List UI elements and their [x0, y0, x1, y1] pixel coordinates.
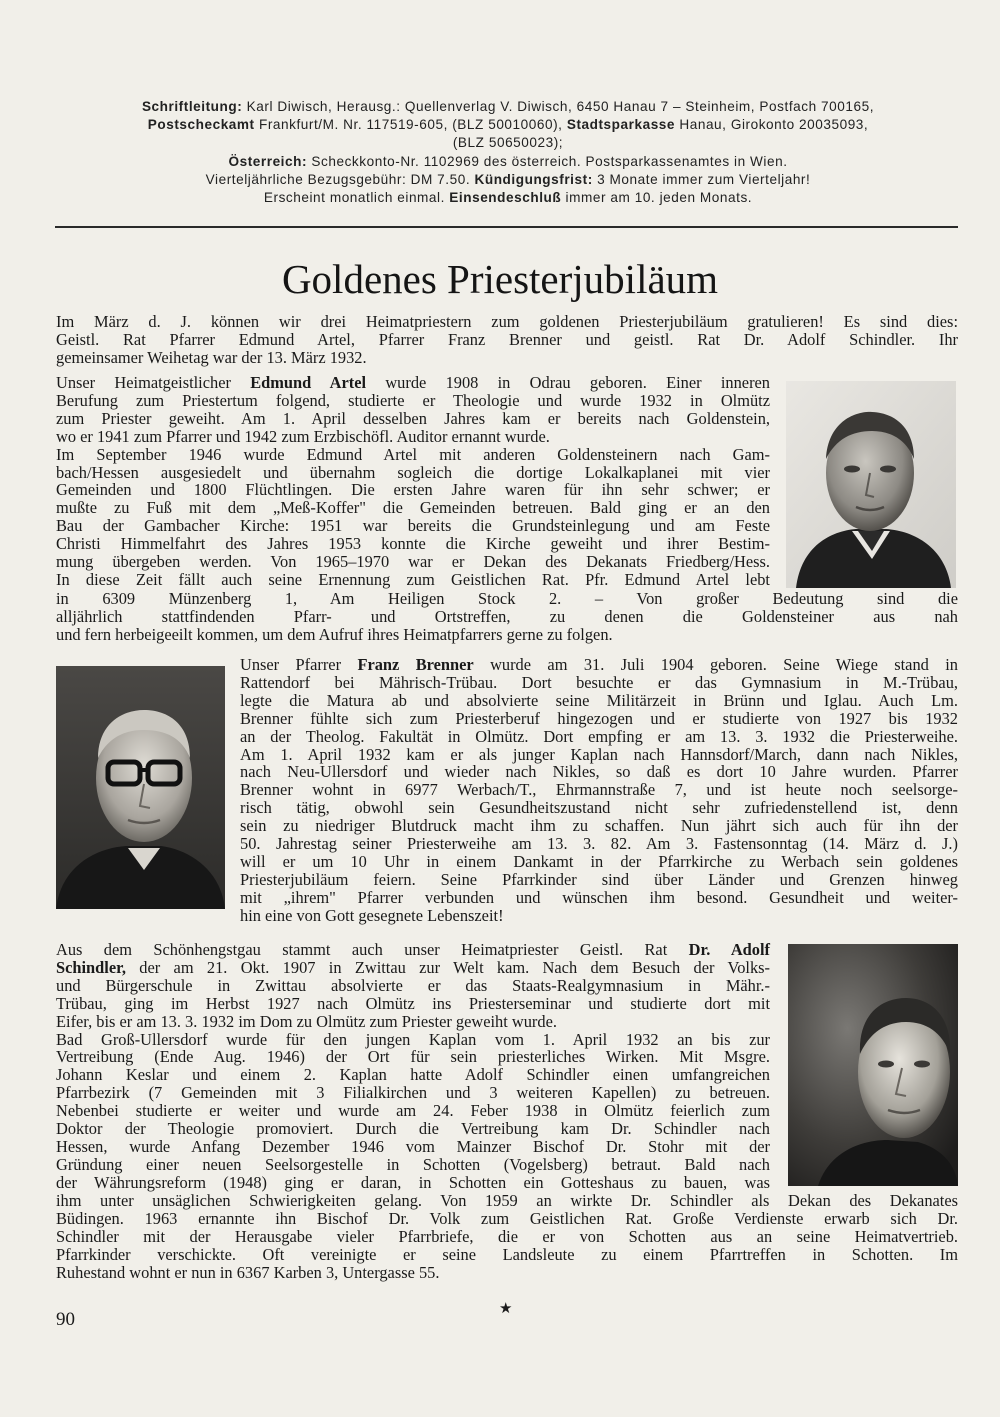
text-line: nach Neu-Ullersdorf und wieder nach Nikles, so daß es dort 10 Jahre wurden. Pfarrer	[240, 762, 958, 782]
intro-line: Im März d. J. können wir drei Heimatpriestern zum goldenen Priesterjubiläum gratulieren! Es sind dies:	[56, 312, 958, 331]
portrait-schindler-image	[788, 944, 958, 1186]
text-line: mußte zu Fuß mit dem „Meß-Koffer" die Gemeinden betreuen. Bald ging er an den	[56, 498, 770, 518]
text-line: Nebenbei studierte er weiter und wurde am 24. Feber 1938 in Olmütz feierlich zum	[56, 1101, 770, 1121]
text-line: mit „ihrem" Pfarrer verbunden und wünschen ihm besond. Gesundheit und weiter-	[240, 887, 958, 907]
text-line: Im September 1946 wurde Edmund Artel mit anderen Goldensteinern nach Gam-	[56, 444, 770, 464]
article-title: Goldenes Priesterjubiläum	[281, 256, 719, 302]
text-line: Ruhestand wohnt er nun in 6367 Karben 3, Untergasse 55.	[56, 1262, 440, 1282]
text-line: alljährlich stattfindenden Pfarr- und Ortstreffen, zu denen die Goldensteiner aus nah	[56, 606, 958, 626]
text-line: Vertreibung (Ende Aug. 1946) der Ort für sein priesterliches Wirken. Mit Msgre.	[56, 1047, 770, 1067]
person-name-schindler: Dr. Adolf	[688, 940, 770, 959]
person-name-artel: Edmund Artel	[250, 373, 367, 392]
text-line: In diese Zeit fällt auch seine Ernennung zum Geistlichen Rat. Pfr. Edmund Artel lebt	[56, 569, 770, 589]
text-line: mung übergeben werden. Von 1965–1970 war er Dekan des Dekanats Friedberg/Hess.	[56, 552, 770, 572]
text-line: und fern herbeigeeilt kommen, um dem Aufruf ihres Heimatpfarrers gerne zu folgen.	[56, 624, 613, 644]
end-ornament: ★	[499, 1299, 513, 1317]
intro-paragraph	[56, 313, 958, 367]
masthead-line-1: Schriftleitung: Karl Diwisch, Herausg.: Quellenverlag V. Diwisch, 6450 Hanau 7 – Steinheim, Postfach 700165,	[141, 99, 875, 114]
text-line: sein zu niedriger Blutdruck macht ihm zu schaffen. Nun jährt sich auch für ihn der	[240, 816, 958, 836]
text-line: Berufung zum Priestertum folgend, studierte er Theologie und wurde 1932 in Olmütz	[56, 390, 770, 410]
text-line: legte die Matura ab und absolvierte seine Militärzeit in Brünn und Iglau. Auch Lm.	[240, 690, 958, 710]
text-line: 50. Jahrestag seiner Priesterweihe am 13. 3. 82. Am 3. Fastensonntag (14. März d. J.)	[240, 834, 958, 854]
text-line: Eifer, bis er am 13. 3. 1932 im Dom zu Olmütz zum Priester geweiht wurde.	[56, 1011, 557, 1031]
intro-line: gemeinsamer Weihetag war der 13. März 1932.	[56, 347, 367, 367]
portrait-franz-brenner	[56, 666, 225, 909]
portrait-brenner-image	[56, 666, 225, 909]
text-line: Hessen, wurde Anfang Dezember 1946 vom Mainzer Bischof Dr. Stohr mit der	[56, 1136, 770, 1156]
text-line: Schindler, der am 21. Okt. 1907 in Zwittau zur Welt kam. Nach dem Besuch der Volks-	[56, 957, 770, 977]
text-line: in 6309 Münzenberg 1, Am Heiligen Stock 2. – Von großer Bedeutung sind die	[56, 589, 958, 608]
text-line: ihm unter unsäglichen Schwierigkeiten gelang. Von 1959 an wirkte Dr. Schindler als Dekan des Dekanates	[56, 1191, 958, 1210]
intro-line: Geistl. Rat Pfarrer Edmund Artel, Pfarrer Franz Brenner und geistl. Rat Dr. Adolf Schindler. Ihr	[56, 329, 958, 349]
text-line: Trübau, ging im Herbst 1927 nach Olmütz ins Priesterseminar und studierte dort mit	[56, 993, 770, 1013]
masthead-line-4: Österreich: Scheckkonto-Nr. 1102969 des österreich. Postsparkassenamtes in Wien.	[228, 153, 788, 169]
masthead	[60, 98, 956, 207]
text-line: Rattendorf bei Mährisch-Trübau. Dort besuchte er das Gymnasium in M.-Trübau,	[240, 672, 958, 692]
text-line: Christi Himmelfahrt des Jahres 1953 konnte die Kirche geweiht und ihrer Bestim-	[56, 534, 770, 554]
portrait-edmund-artel	[786, 381, 956, 588]
text-line: Doktor der Theologie promoviert. Durch die Vertreibung kam Dr. Schindler nach	[56, 1119, 770, 1139]
text-line: an der Theolog. Fakultät in Olmütz. Dort empfing er am 13. 3. 1932 die Priesterweihe.	[240, 726, 958, 746]
text-line: Aus dem Schönhengstgau stammt auch unser Heimatpriester Geistl. Rat Dr. Adolf	[56, 940, 770, 959]
text-line: hin eine von Gott gesegnete Lebenszeit!	[240, 905, 504, 925]
text-line: der Währungsreform (1948) ging er daran, in Schotten ein Gotteshaus zu bauen, was	[56, 1172, 770, 1192]
text-line: Bau der Gambacher Kirche: 1951 war bereits die Grundsteinlegung und am Feste	[56, 516, 770, 536]
masthead-divider	[55, 226, 958, 228]
text-line: Gründung einer neuen Seelsorgestelle in Schotten (Vogelsberg) betraut. Bald nach	[56, 1154, 770, 1174]
text-line: risch tätig, obwohl sein Gesundheitszustand nicht sehr zufriedenstellend ist, denn	[240, 798, 958, 818]
text-line: Johann Keslar und einem 2. Kaplan hatte Adolf Schindler einen umfangreichen	[56, 1065, 770, 1085]
text-line: Unser Heimatgeistlicher Edmund Artel wurde 1908 in Odrau geboren. Einer inneren	[56, 373, 770, 392]
text-line: bach/Hessen ausgesiedelt und übernahm sogleich die dortige Lokalkaplanei mit vier	[56, 462, 770, 482]
text-line: Pfarrbezirk (7 Gemeinden mit 3 Filialkirchen und 3 weiteren Kapellen) zu betreuen.	[56, 1083, 770, 1103]
page-number: 90	[56, 1309, 75, 1330]
portrait-artel-image	[786, 381, 956, 588]
text-line: wo er 1941 zum Pfarrer und 1942 zum Erzbischöfl. Auditor ernannt wurde.	[56, 426, 550, 446]
text-line: Brenner fühlte sich zum Priesterberuf hingezogen und er studierte von 1927 bis 1932	[240, 708, 958, 728]
portrait-adolf-schindler	[788, 944, 958, 1186]
text-line: zum Priester geweiht. Am 1. April desselben Jahres kam er bereits nach Goldenstein,	[56, 408, 770, 428]
text-line: Brenner wohnt in 6977 Werbach/T., Ehrmannstraße 7, und ist heute noch seelsorge-	[240, 780, 958, 800]
text-line: Am 1. April 1932 kam er als junger Kaplan nach Hannsdorf/March, dann nach Nikles,	[240, 744, 958, 764]
schindler-paragraph-wide	[56, 1192, 958, 1282]
masthead-line-2: Postscheckamt Frankfurt/M. Nr. 117519-605, (BLZ 50010060), Stadtsparkasse Hanau, Girokonto 20035093,	[147, 117, 869, 133]
text-line: Priesterjubiläum feiern. Seine Pfarrkinder sind über Länder und Grenzen hinweg	[240, 869, 958, 889]
text-line: und Bürgerschule in Zwittau absolvierte er das Staats-Realgymnasium in Mähr.-	[56, 975, 770, 995]
brenner-paragraph	[240, 656, 958, 925]
masthead-line-3: (BLZ 50650023);	[452, 135, 564, 151]
text-line: Pfarrkinder verschickte. Oft vereinigte er seine Landsleute zu einem Pfarrtreffen in Schotten. Im	[56, 1244, 958, 1264]
schindler-paragraph-narrow	[56, 941, 770, 1192]
text-line: Bad Groß-Ullersdorf wurde für den jungen Kaplan vom 1. April 1932 an bis zur	[56, 1029, 770, 1049]
masthead-line-6: Erscheint monatlich einmal. Einsendeschluß immer am 10. jeden Monats.	[263, 190, 753, 206]
text-line: will er um 10 Uhr in einem Dankamt in der Pfarrkirche zu Werbach sein goldenes	[240, 851, 958, 871]
text-line: Schindler mit der Herausgabe vieler Pfarrbriefe, die er von Schotten aus an seine Heimatvertrieb.	[56, 1226, 958, 1246]
text-line: Unser Pfarrer Franz Brenner wurde am 31. Juli 1904 geboren. Seine Wiege stand in	[240, 655, 958, 674]
artel-paragraph-wide	[56, 590, 958, 644]
text-line: Gemeinden und 1800 Flüchtlingen. Die ersten Jahre waren für ihn sehr schwer; er	[56, 480, 770, 500]
person-name-brenner: Franz Brenner	[357, 655, 474, 674]
text-line: Büdingen. 1963 ernannte ihn Bischof Dr. Volk zum Geistlichen Rat. Große Verdienste erwarb sich Dr.	[56, 1208, 958, 1228]
artel-paragraph-narrow	[56, 374, 770, 589]
masthead-line-5: Vierteljährliche Bezugsgebühr: DM 7.50. Kündigungsfrist: 3 Monate immer zum Vierteljahr!	[205, 171, 811, 187]
